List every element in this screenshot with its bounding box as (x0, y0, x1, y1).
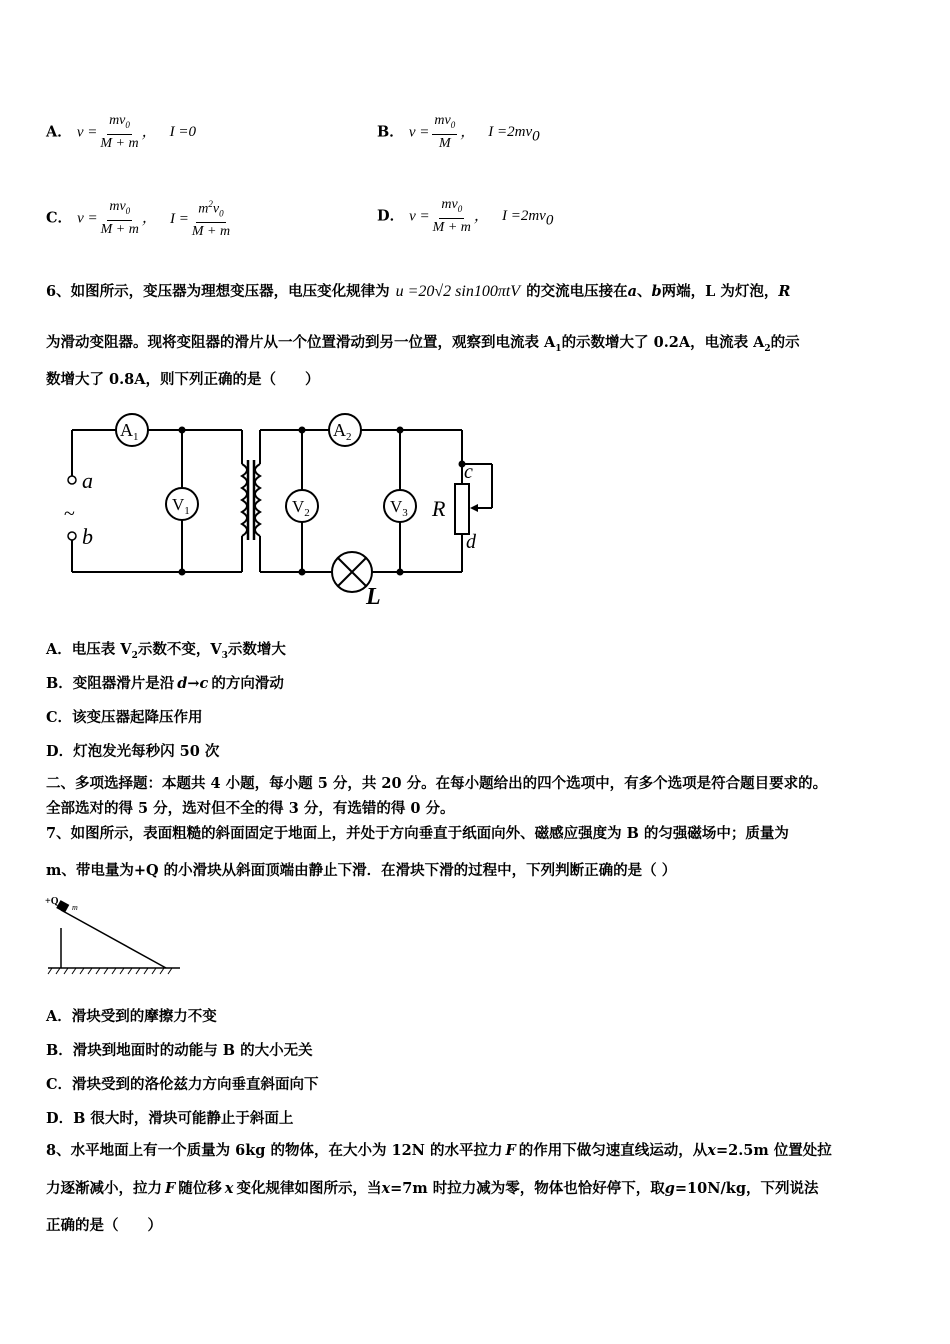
text: 变化规律如图所示，当 (236, 1180, 382, 1197)
q6-stem-line2 (46, 333, 800, 359)
fraction (433, 196, 471, 237)
subscript: 1 (555, 343, 562, 354)
label-sub: 2 (346, 431, 352, 443)
terminal-b-label: b (82, 524, 93, 549)
q6-stem-line1 (46, 282, 790, 302)
denominator: M + m (100, 135, 139, 151)
current-expression: I =2mv (488, 124, 533, 141)
numerator: mv (434, 113, 451, 128)
q5-option-b: B． v = $\frac{mv_0}{M}$ ， $I =2mv_0$ (377, 113, 540, 151)
text: =2.5m 位置处拉 (715, 1142, 832, 1159)
q6-option-b (46, 672, 284, 693)
subscript: 2 (764, 343, 771, 354)
q7-option-b: B．滑块到地面时的动能与 B 的大小无关 (46, 1042, 313, 1059)
q7-option-d: D．B 很大时，滑块可能静止于斜面上 (46, 1110, 294, 1127)
q5-option-a: A． v = $\frac{mv_0}{M + m}$ ， I =0 (46, 113, 197, 151)
text: 随位移 (178, 1180, 222, 1197)
q6-option-d: D．灯泡发光每秒闪 50 次 (46, 743, 220, 760)
fraction (192, 196, 230, 241)
q6-option-a (46, 638, 286, 661)
text: 两端，L 为灯泡， (661, 283, 779, 300)
text: =7m 时拉力减为零，物体也恰好停下，取 (390, 1180, 665, 1197)
text: B．变阻器滑片是沿 (46, 675, 175, 692)
text: 的交流电压接在 (526, 283, 628, 300)
transformer-circuit-diagram (60, 412, 510, 608)
q7-option-a: A．滑块受到的摩擦力不变 (46, 1008, 217, 1025)
variable: F (505, 1142, 516, 1159)
variable: a (627, 283, 637, 300)
current-expression: I =0 (169, 124, 197, 141)
subscript: 0 (219, 208, 224, 219)
subscript: 0 (457, 203, 463, 214)
variable: b (651, 283, 662, 300)
option-label: B． (377, 123, 404, 141)
subscript: 0 (545, 212, 554, 229)
label-text: V (292, 497, 305, 516)
variable: g (664, 1180, 675, 1197)
fraction (100, 112, 138, 153)
text: 8、水平地面上有一个质量为 6kg 的物体，在大小为 12N 的水平拉力 (46, 1142, 503, 1159)
numerator: mv (441, 197, 458, 212)
label-text: A (120, 420, 133, 440)
option-label: C． (46, 209, 73, 227)
q7-stem-line2: m、带电量为+Q 的小滑块从斜面顶端由静止下滑．在滑块下滑的过程中，下列判断正确的是（ ） (46, 862, 677, 879)
variable: x (707, 1142, 716, 1159)
text: 的示 (770, 334, 800, 351)
section2-instructions-line2: 全部选对的得 5 分，选对但不全的得 3 分，有选错的得 0 分。 (46, 800, 455, 817)
incline-figure (44, 894, 186, 978)
text: =10N/kg，下列说法 (674, 1180, 819, 1197)
fraction (101, 198, 139, 239)
label-sub: 1 (133, 431, 139, 443)
text: 6、如图所示，变压器为理想变压器，电压变化规律为 (46, 283, 390, 300)
section2-instructions-line1: 二、多项选择题：本题共 4 小题，每小题 5 分，共 20 分。在每小题给出的四个选项中，有多个选项是符合题目要求的。 (46, 775, 828, 792)
text: A．电压表 V (46, 641, 132, 658)
text: 的方向滑动 (211, 675, 284, 692)
current-expression: I =2mv (501, 208, 546, 225)
q6-option-c: C．该变压器起降压作用 (46, 709, 203, 726)
charge-label: +Q (45, 896, 59, 907)
denominator: M + m (100, 222, 139, 238)
denominator: M (438, 135, 451, 151)
variable: x (224, 1180, 234, 1197)
text: 示数不变，V (137, 641, 222, 658)
subscript: 0 (450, 119, 456, 130)
variable: x (381, 1180, 391, 1197)
text: 为滑动变阻器。现将变阻器的滑片从一个位置滑动到另一位置，观察到电流表 A (46, 334, 556, 351)
lamp-l-label: L (366, 584, 381, 608)
voltage-formula: u =20√2 sin100πtV (395, 283, 521, 300)
q8-stem-line3: 正确的是（ ） (46, 1217, 162, 1234)
denominator: M + m (432, 219, 471, 235)
variable: d→c (177, 675, 209, 692)
subscript: 2 (131, 650, 138, 661)
label-text: A (333, 420, 346, 440)
variable: F (165, 1180, 176, 1197)
subscript: 0 (125, 206, 131, 217)
subscript: 0 (125, 119, 130, 130)
denominator: M + m (191, 224, 231, 240)
slider-c-label: c (464, 461, 473, 483)
label-sub: 1 (184, 505, 190, 517)
label-sub: 3 (402, 507, 408, 519)
slider-d-label: d (466, 531, 476, 553)
text: 、 (636, 283, 652, 300)
mass-label: m (72, 903, 78, 912)
subscript: 0 (532, 128, 540, 145)
ac-source-symbol: ~ (64, 503, 75, 525)
numerator: v (212, 201, 220, 217)
text: 力逐渐减小，拉力 (46, 1180, 162, 1197)
option-label: D． (377, 207, 405, 225)
q8-stem-line1 (46, 1141, 832, 1161)
q5-option-d: D． v = $\frac{mv_0}{M + m}$ ， $I =2mv_0$ (377, 197, 554, 235)
option-label: A． (46, 123, 72, 141)
subscript: 3 (221, 650, 228, 661)
numerator: mv (109, 199, 126, 215)
text: 的作用下做匀速直线运动，从 (518, 1142, 708, 1159)
q8-stem-line2 (46, 1179, 818, 1199)
label-sub: 2 (304, 507, 310, 519)
fraction (432, 112, 457, 153)
superscript: 2 (208, 199, 213, 209)
numerator: mv (109, 113, 126, 128)
numerator: m (198, 201, 209, 217)
q6-stem-line3: 数增大了 0.8A，则下列正确的是（ ） (46, 371, 320, 388)
label-text: V (390, 497, 403, 516)
text: 的示数增大了 0.2A，电流表 A (561, 334, 765, 351)
text: 示数增大 (227, 641, 286, 658)
q7-option-c: C．滑块受到的洛伦兹力方向垂直斜面向下 (46, 1076, 319, 1093)
terminal-a-label: a (82, 468, 93, 493)
label-text: V (172, 495, 185, 514)
q7-stem-line1: 7、如图所示，表面粗糙的斜面固定于地面上，并处于方向垂直于纸面向外、磁感应强度为 B 的匀强磁场中；质量为 (46, 825, 789, 842)
rheostat-r-label: R (432, 496, 446, 521)
q5-option-c: C． v = $\frac{mv_0}{M + m}$ ， I = $\frac{m^2v_0}{M + m}$ (46, 196, 233, 241)
variable: R (778, 283, 791, 300)
